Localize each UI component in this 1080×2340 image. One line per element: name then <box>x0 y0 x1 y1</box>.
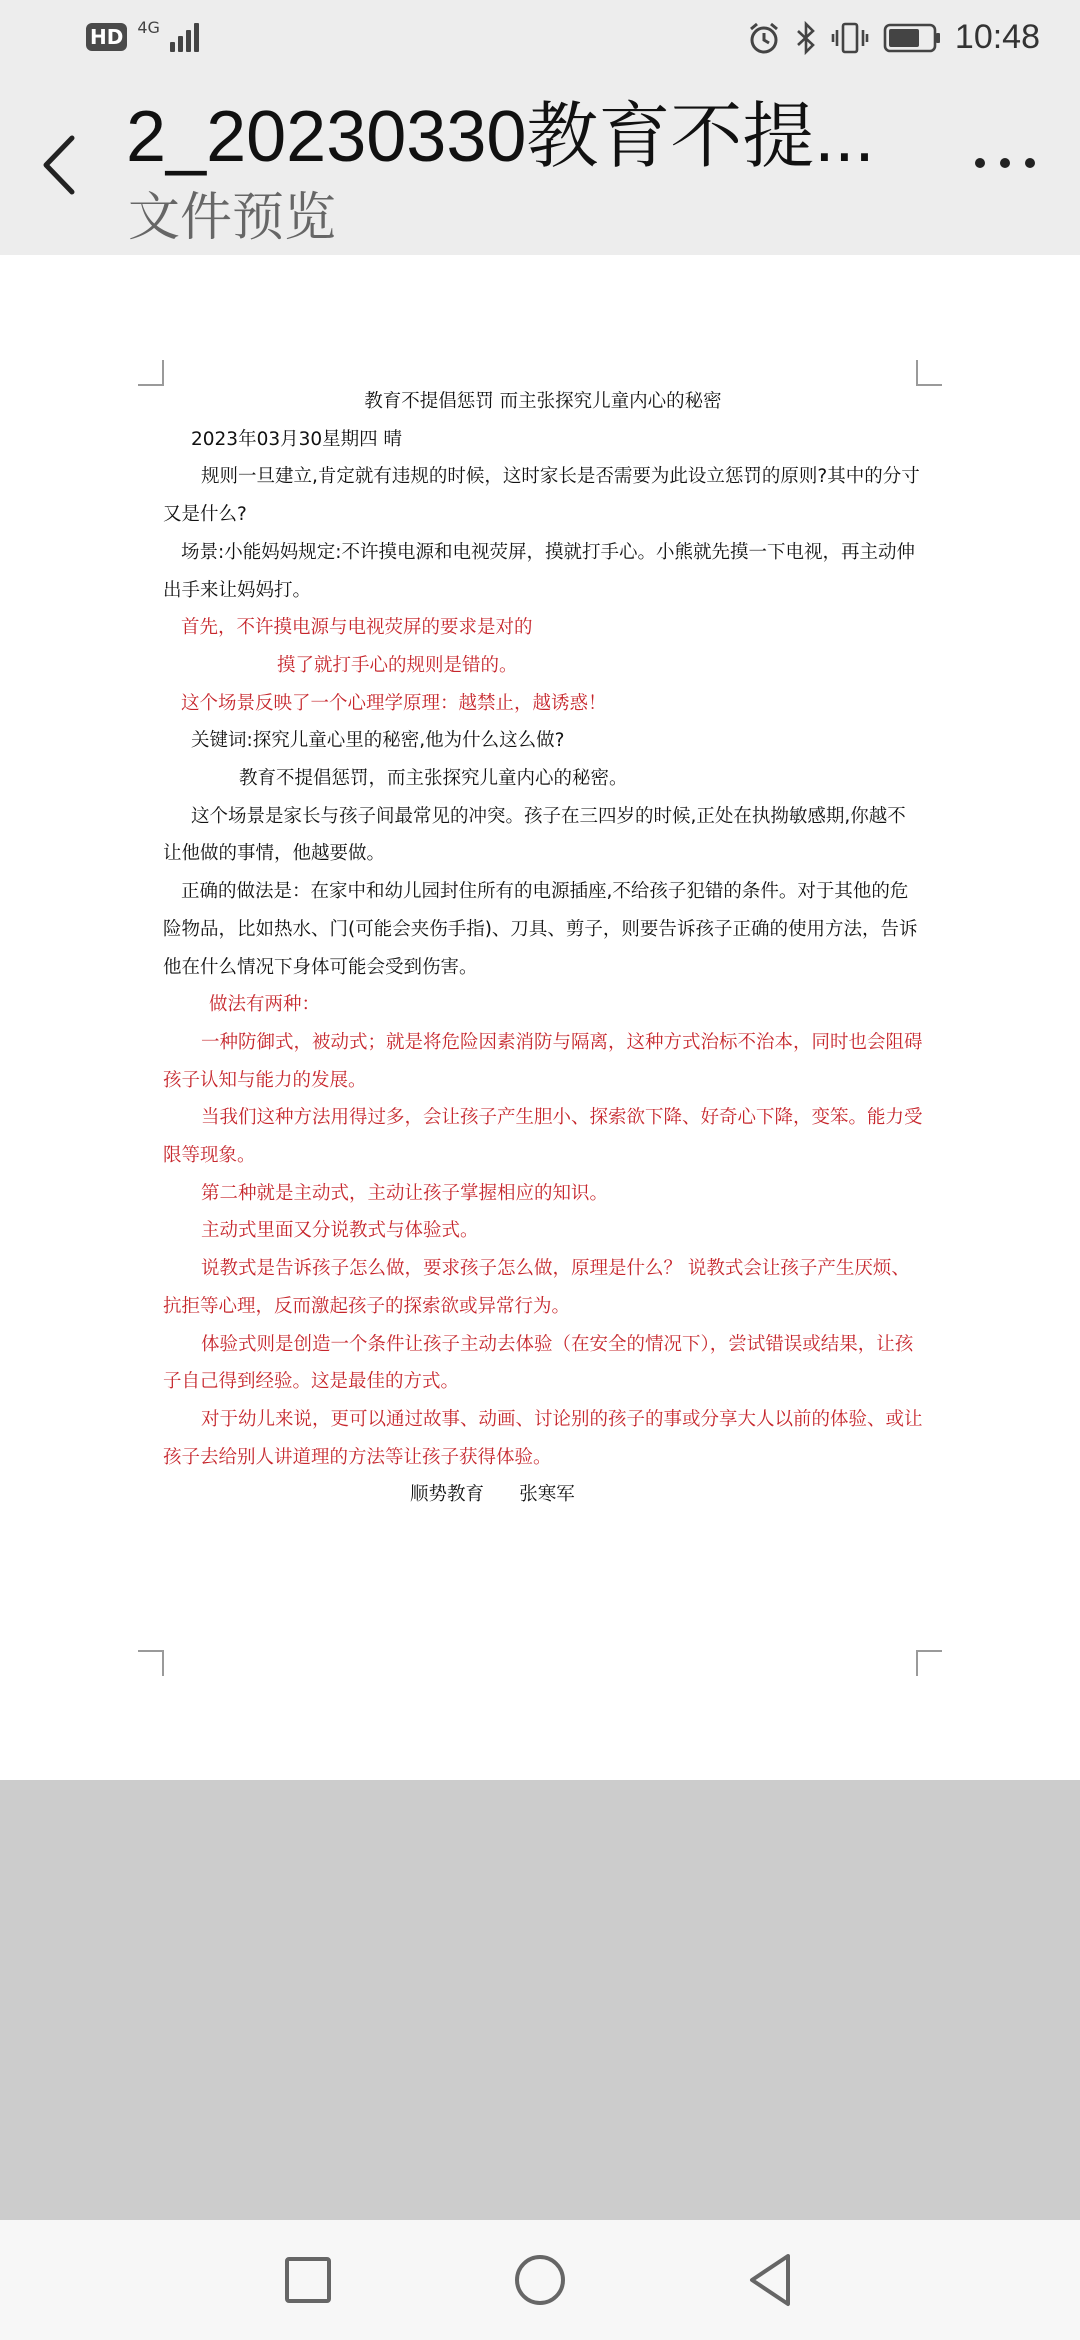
paragraph: 教育不提倡惩罚，而主张探究儿童内心的秘密。 <box>239 768 628 790</box>
battery-icon <box>883 23 941 53</box>
paragraph: 场景:小能妈妈规定:不许摸电源和电视荧屏，摸就打手心。小熊就先摸一下电视，再主动伸出手来让妈妈打。 <box>163 541 915 601</box>
document-title: 教育不提倡惩罚 而主张探究儿童内心的秘密 <box>364 391 722 412</box>
highlight-paragraph: 体验式则是创造一个条件让孩子主动去体验（在安全的情况下），尝试错误或结果，让孩子自己得到经验。这是最佳的方式。 <box>163 1333 914 1393</box>
highlight-paragraph: 当我们这种方法用得过多，会让孩子产生胆小、探索欲下降、好奇心下降，变笨。能力受限等现象。 <box>163 1107 923 1167</box>
system-nav-bar <box>0 2220 1080 2340</box>
highlight-paragraph: 对于幼儿来说，更可以通过故事、动画、讨论别的孩子的事或分享大人以前的体验、或让孩子去给别人讲道理的方法等让孩子获得体验。 <box>163 1408 923 1468</box>
network-type: 4G <box>137 17 160 37</box>
highlight-paragraph: 摸了就打手心的规则是错的。 <box>277 654 518 676</box>
hd-badge: HD <box>86 23 127 51</box>
signature: 顺势教育 张寒军 <box>410 1484 575 1506</box>
document-date: 2023年03月30星期四 晴 <box>191 428 403 450</box>
recents-button[interactable] <box>276 2248 340 2312</box>
back-nav-button[interactable] <box>740 2248 804 2312</box>
clock: 10:48 <box>954 18 1040 56</box>
page-corner-mark <box>138 1650 164 1676</box>
paragraph: 规则一旦建立,肯定就有违规的时候，这时家长是否需要为此设立惩罚的原则?其中的分寸又是什么? <box>163 466 920 526</box>
status-left <box>86 17 199 52</box>
highlight-paragraph: 首先，不许摸电源与电视荧屏的要求是对的 <box>181 617 533 639</box>
highlight-paragraph: 做法有两种： <box>209 994 321 1016</box>
highlight-paragraph: 第二种就是主动式，主动让孩子掌握相应的知识。 <box>201 1182 609 1204</box>
status-right <box>747 18 1040 57</box>
highlight-paragraph: 一种防御式，被动式；就是将危险因素消防与隔离，这种方式治标不治本，同时也会阻碍孩子认知与能力的发展。 <box>163 1031 923 1091</box>
more-options-button[interactable] <box>970 148 1040 178</box>
page-corner-mark <box>138 360 164 386</box>
status-bar <box>0 0 1080 80</box>
document-page[interactable] <box>0 255 1080 1780</box>
bluetooth-icon <box>795 21 817 55</box>
paragraph: 关键词:探究儿童心里的秘密,他为什么这么做? <box>191 730 565 752</box>
alarm-icon <box>747 21 781 55</box>
signal-icon <box>170 22 199 52</box>
home-button[interactable] <box>508 2248 572 2312</box>
back-button[interactable] <box>30 130 94 200</box>
vibrate-icon <box>831 21 869 55</box>
document-body <box>163 383 923 1514</box>
highlight-paragraph: 这个场景反映了一个心理学原理：越禁止，越诱惑！ <box>181 692 607 714</box>
highlight-paragraph: 主动式里面又分说教式与体验式。 <box>201 1220 479 1242</box>
highlight-paragraph: 说教式是告诉孩子怎么做，要求孩子怎么做，原理是什么？ 说教式会让孩子产生厌烦、抗拒等心理，反而激起孩子的探索欲或异常行为。 <box>163 1258 910 1317</box>
page-corner-mark <box>916 1650 942 1676</box>
paragraph: 正确的做法是：在家中和幼儿园封住所有的电源插座,不给孩子犯错的条件。对于其他的危险物品，比如热水、门(可能会夹伤手指)、刀具、剪子，则要告诉孩子正确的使用方法，告诉他在什么情况下身体可能会受到伤害。 <box>163 881 918 978</box>
file-preview-label: 文件预览 <box>128 188 337 248</box>
paragraph: 这个场景是家长与孩子间最常见的冲突。孩子在三四岁的时候,正处在执拗敏感期,你越不让他做的事情，他越要做。 <box>163 805 906 865</box>
file-title: 2_20230330教育不提... <box>126 97 875 177</box>
app-header <box>0 80 1080 255</box>
